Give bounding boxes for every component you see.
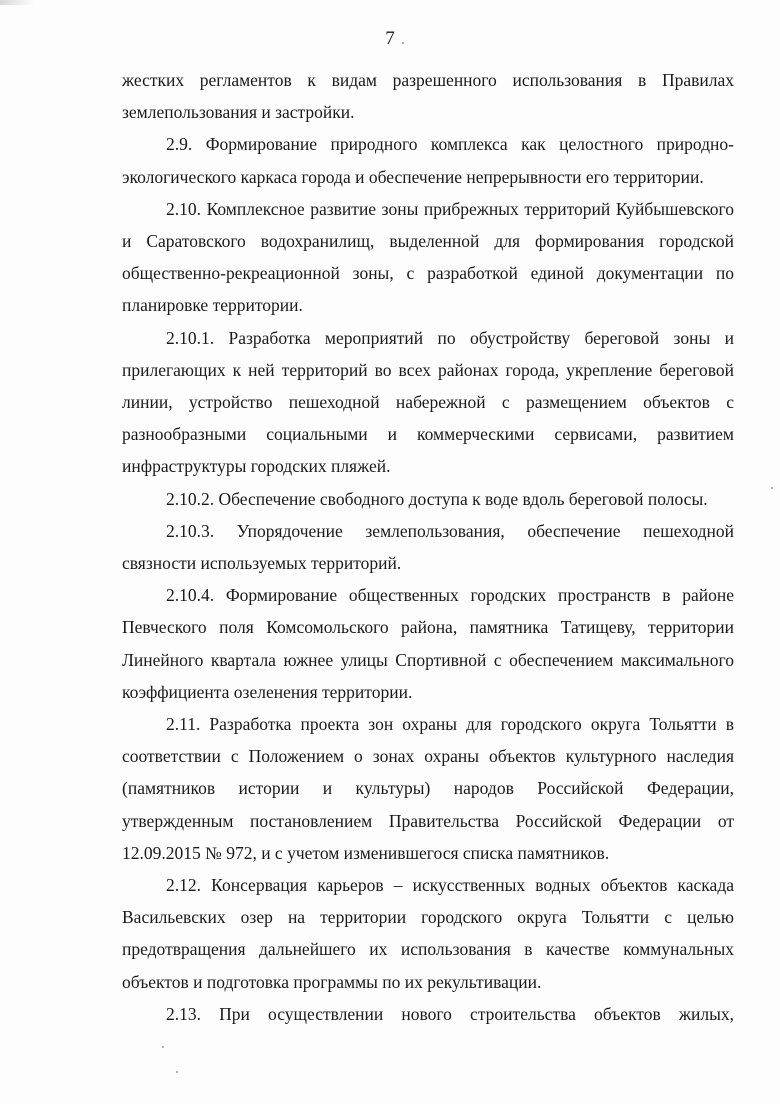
scan-speck — [771, 487, 773, 489]
paragraph-2-10-3: 2.10.3. Упорядочение землепользования, обеспечение пешеходной связности используемых территорий. — [122, 520, 734, 574]
scan-speck — [402, 42, 404, 44]
scan-speck — [176, 1071, 178, 1073]
paragraph-2-10: 2.10. Комплексное развитие зоны прибрежных территорий Куйбышевского и Саратовского водохранилищ, выделенной для формирования городской общественно-рекреационной зоны, с разработкой единой документации по планировке территории. — [122, 198, 734, 316]
paragraph-2-9: 2.9. Формирование природного комплекса как целостного природно-экологического каркаса города и обеспечение непрерывности его территории. — [122, 134, 734, 187]
paragraph-2-10-1: 2.10.1. Разработка мероприятий по обустройству береговой зоны и прилегающих к ней территорий во всех районах города, укрепление береговой линии, устройство пешеходной набережной с размещением объектов с разнообразными социальными и коммерческими сервисами, развитием инфраструктуры городских пляжей. — [122, 327, 734, 477]
paragraph-2-13: 2.13. При осуществлении нового строительства объектов жилых, — [166, 1003, 734, 1024]
page-number: 7 — [385, 28, 395, 49]
paragraph-2-12: 2.12. Консервация карьеров – искусственных водных объектов каскада Васильевских озер на территории городского округа Тольятти с целью предотвращения дальнейшего их использования в качестве коммунальных объектов и подготовка программы по их рекультивации. — [122, 875, 734, 992]
paragraph-continuation: жестких регламентов к видам разрешенного использования в Правилах землепользования и застройки. — [122, 70, 734, 123]
paragraph-2-10-4: 2.10.4. Формирование общественных городских пространств в районе Певческого поля Комсомольского района, памятника Татищеву, территории Линейного квартала южнее улицы Спортивной с обеспечением максимального коэффициента озеленения территории. — [122, 585, 734, 702]
document-body — [122, 64, 734, 1030]
paragraph-2-11: 2.11. Разработка проекта зон охраны для городского округа Тольятти в соответствии с Положением о зонах охраны объектов культурного наследия (памятников истории и культуры) народов Российской Федерации, утвержденным постановлением Правительства Российской Федерации от 12.09.2015 № 972, и с учетом изменившегося списка памятников. — [122, 714, 734, 863]
paragraph-2-10-2: 2.10.2. Обеспечение свободного доступа к воде вдоль береговой полосы. — [166, 488, 708, 509]
scan-corner-mark — [0, 0, 34, 5]
scan-speck — [162, 1046, 164, 1048]
